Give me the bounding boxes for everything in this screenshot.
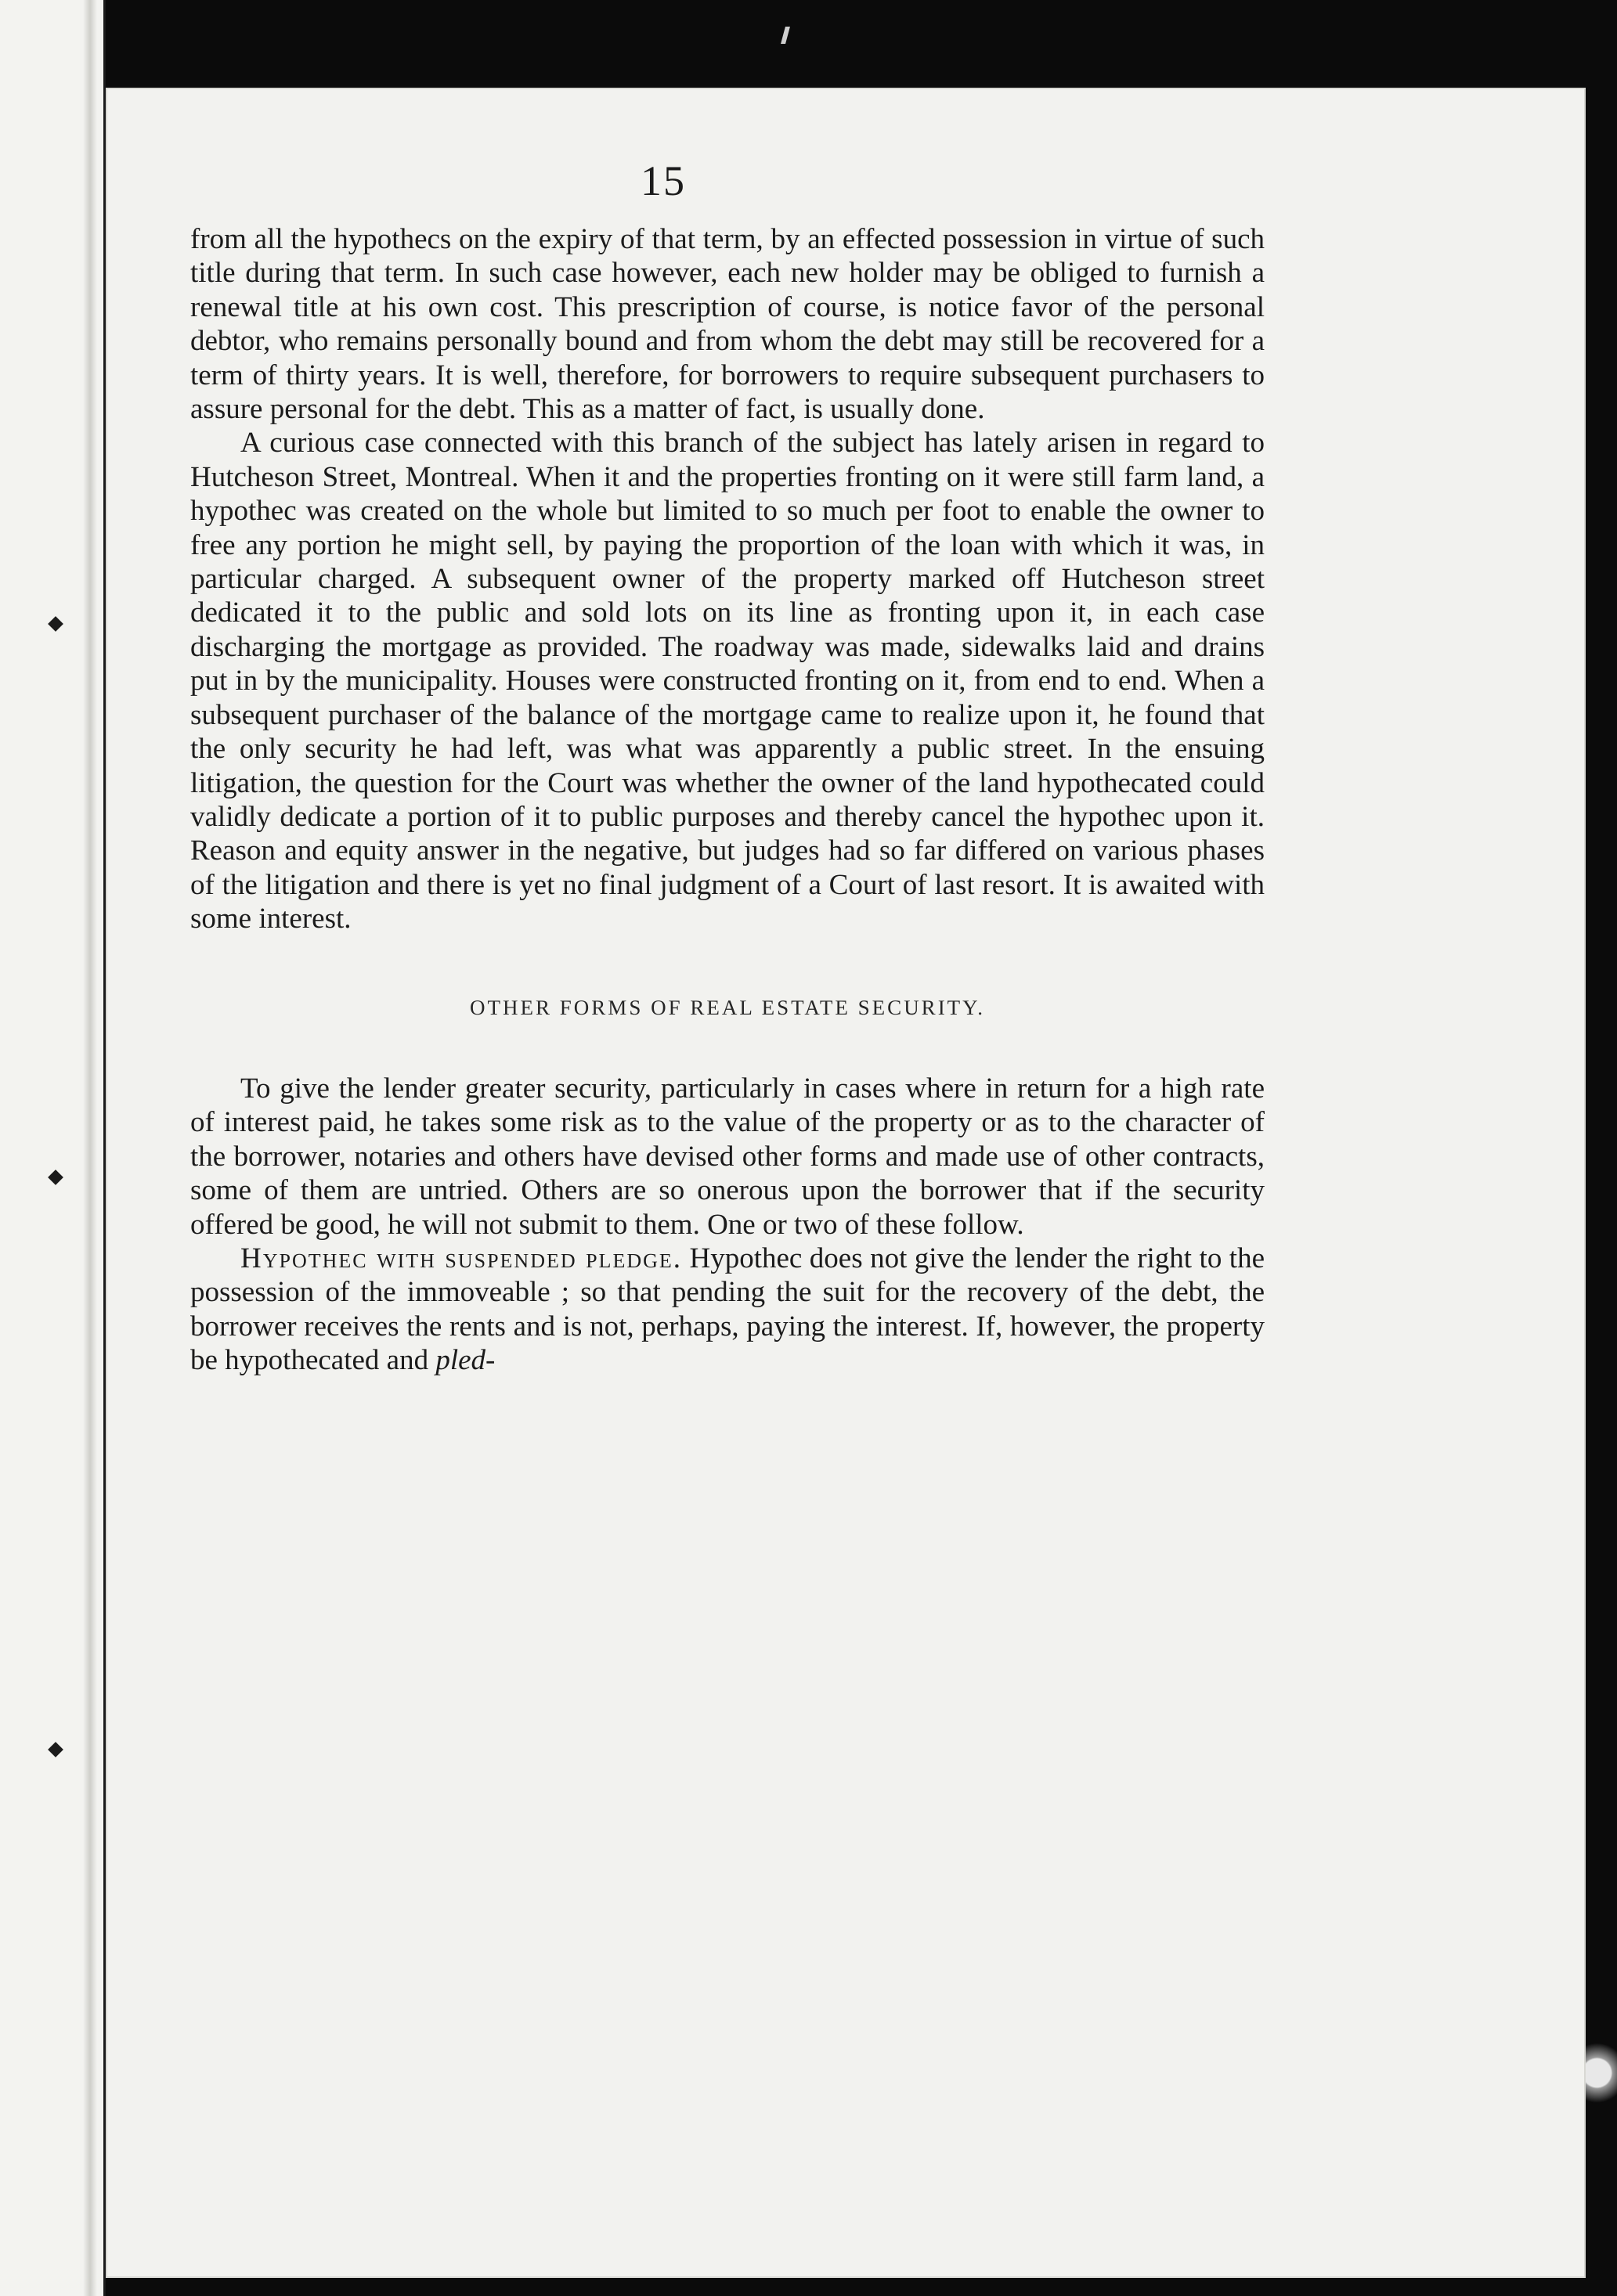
- body-text: [190, 222, 1265, 1378]
- book-spine: [83, 0, 97, 2296]
- paragraph-subhead: Hypothec with suspended pledge.: [240, 1242, 683, 1274]
- paragraph: from all the hypothecs on the expiry of that term, by an effected possession in virtue of such title during that term. In such case however, each new holder may be obliged to furnish a renewal title at his own cost. This prescription of course, is notice favor of the personal debtor, who remains personally bound and from whom the debt may still be recovered for a term of thirty years. It is well, therefore, for borrowers to require subsequent purchasers to assure personal for the debt. This as a matter of fact, is usually done.: [190, 223, 1265, 426]
- margin-mark: [48, 616, 63, 632]
- paragraph-text: Hypothec does not give the lender the right to the possession of the immoveable ; so that pending the suit for the recovery of the debt, the borrower receives the rents and is not, perhaps, paying the interest. If, however, the property be hypothecated and: [190, 1242, 1265, 1377]
- page-number: 15: [641, 157, 686, 204]
- scan-artifact: [781, 27, 790, 44]
- section-heading: OTHER FORMS OF REAL ESTATE SECURITY.: [470, 995, 985, 1019]
- paragraph: [190, 1242, 1265, 1378]
- paragraph: To give the lender greater security, particularly in cases where in return for a high rate of interest paid, he takes some risk as to the value of the property or as to the character of the borrower, notaries and others have devised other forms and made use of other contracts, some of them are untried. Others are so onerous upon the borrower that if the security offered be good, he will not submit to them. One or two of these follow.: [190, 1072, 1265, 1241]
- margin-mark: [48, 1170, 63, 1185]
- margin-mark: [48, 1742, 63, 1757]
- paragraph-trailing-word: pled-: [435, 1344, 496, 1377]
- left-page-edge: [0, 0, 106, 2296]
- paragraph: A curious case connected with this branch of the subject has lately arisen in regard to Hutcheson Street, Montreal. When it and the properties fronting on it were still farm land, a hypothec was created on the whole but limited to so much per foot to enable the owner to free any portion he might sell, by paying the proportion of the loan with which it was, in particular charged. A subsequent owner of the property marked off Hutcheson street dedicated it to the public and sold lots on its line as fronting upon it, in each case discharging the mortgage as provided. The roadway was made, sidewalks laid and drains put in by the municipality. Houses were constructed fronting on it, from end to end. When a subsequent purchaser of the balance of the mortgage came to realize upon it, he found that the only security he had left, was what was apparently a public street. In the ensuing litigation, the question for the Court was whether the owner of the land hypothecated could validly dedicate a portion of it to public purposes and thereby cancel the hypothec upon it. Reason and equity answer in the negative, but judges had so far differed on various phases of the litigation and there is yet no final judgment of a Court of last resort. It is awaited with some interest.: [190, 427, 1265, 935]
